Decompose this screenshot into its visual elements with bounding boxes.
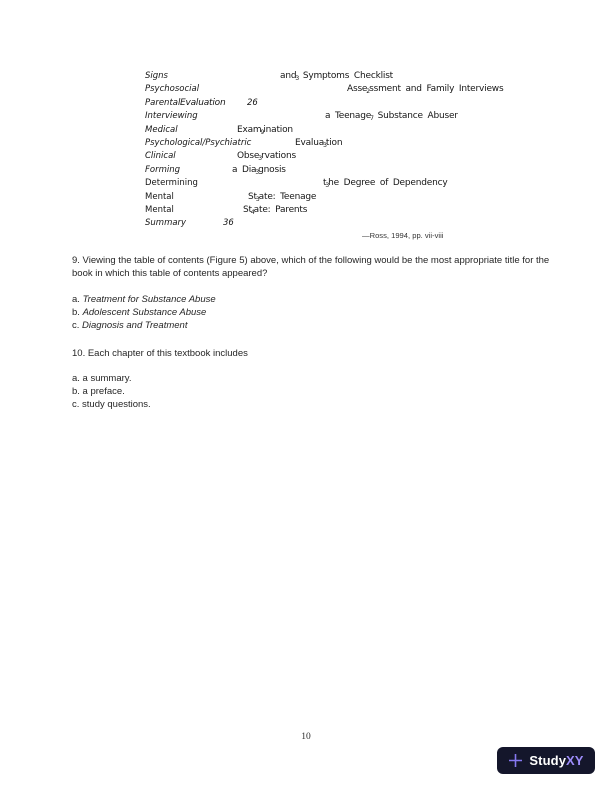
- brand-xy-text: XY: [566, 753, 584, 768]
- toc-row-label: Summary: [145, 218, 187, 229]
- toc-overlapping-page-digit: 3: [323, 141, 327, 149]
- toc-row-title-text: [347, 84, 503, 95]
- toc-row: [145, 218, 565, 231]
- toc-row: [145, 125, 565, 138]
- toc-title-fragment: Asse: [347, 84, 368, 95]
- answer-option: b. a preface.: [72, 386, 125, 397]
- toc-row-title-text: [323, 178, 447, 189]
- toc-row: [145, 98, 565, 111]
- toc-row-title-text: [248, 192, 316, 203]
- toc-row: [145, 205, 565, 218]
- toc-title-fragment: ate: Parents: [253, 204, 308, 215]
- toc-title-fragment: rvations: [261, 151, 296, 162]
- toc-page-number: 26: [247, 97, 258, 108]
- toc-overlapping-page-digit: 7: [370, 115, 374, 123]
- answer-option: [72, 306, 216, 319]
- question-10-text: 10. Each chapter of this textbook includes: [72, 348, 248, 359]
- toc-row-label: Mental: [145, 204, 174, 215]
- toc-row-title-text: [237, 151, 296, 162]
- toc-row-label: Determining: [145, 178, 198, 189]
- toc-row: [145, 165, 565, 178]
- toc-row: [145, 178, 565, 191]
- toc-row-title-text: [232, 165, 286, 176]
- toc-title-fragment: Symptoms Checklist: [298, 71, 394, 81]
- toc-title-fragment: ination: [263, 124, 293, 135]
- plus-icon: [508, 753, 523, 768]
- toc-row-label: Mental: [145, 191, 174, 202]
- toc-row: [145, 111, 565, 124]
- toc-overlapping-page-digit: 3: [258, 155, 263, 163]
- toc-row-title-text: [325, 111, 458, 122]
- toc-title-fragment: Evaluation: [180, 97, 226, 108]
- toc-title-fragment: ssment and Family Interviews: [369, 84, 504, 95]
- toc-title-fragment: Evalua: [295, 137, 325, 148]
- toc-title-fragment: and: [280, 71, 297, 81]
- toc-row-label: Forming: [145, 164, 181, 175]
- answer-option: c. study questions.: [72, 399, 151, 410]
- toc-row-title-text: [243, 205, 307, 216]
- toc-overlapping-page-digit: 4: [250, 208, 255, 216]
- toc-overlapping-page-digit: 3: [255, 168, 260, 176]
- toc-row-label: Psychological/Psychiatric: [145, 137, 252, 148]
- option-book-title: Diagnosis and Treatment: [82, 320, 188, 331]
- toc-title-fragment: a Dia: [232, 164, 257, 175]
- toc-title-fragment: t: [323, 178, 327, 189]
- question-10-options: [72, 372, 151, 411]
- toc-title-fragment: Exam: [237, 124, 262, 135]
- question-9-text: 9. Viewing the table of contents (Figure 5) above, which of the following would be the most appropriate title for the book in which this table of contents appeared?: [72, 255, 550, 280]
- studyxy-logo-badge[interactable]: [497, 747, 595, 774]
- toc-overlapping-page-digit: 9: [260, 128, 265, 136]
- toc-row: [145, 151, 565, 164]
- toc-row-label: Clinical: [145, 151, 176, 162]
- toc-title-fragment: St: [248, 191, 257, 202]
- toc-row: [145, 71, 565, 84]
- toc-row: [145, 138, 565, 151]
- toc-row-title-text: [237, 125, 293, 136]
- toc-title-fragment: ate: Teenage: [258, 191, 317, 202]
- toc-row-label: Signs: [145, 71, 168, 81]
- option-letter: b.: [72, 307, 83, 318]
- question-9-options: [72, 293, 216, 332]
- toc-row-label: Interviewing: [145, 111, 198, 122]
- toc-row-label: Psychosocial: [145, 84, 200, 95]
- toc-overlapping-page-digit: 2: [366, 88, 371, 96]
- option-letter: c.: [72, 320, 83, 331]
- toc-title-fragment: gnosis: [258, 164, 286, 175]
- toc-attribution: —Ross, 1994, pp. vii-viii: [362, 231, 444, 240]
- toc-row-label: Medical: [145, 124, 178, 135]
- answer-option: [72, 293, 216, 306]
- toc-overlapping-page-digit: 3: [255, 195, 260, 203]
- toc-title-fragment: St: [243, 204, 252, 215]
- page-number: 10: [301, 732, 311, 742]
- toc-page-number: 36: [223, 218, 234, 229]
- toc-title-fragment: he Degree of Dependency: [328, 178, 448, 189]
- option-book-title: Treatment for Substance Abuse: [82, 294, 216, 305]
- brand-study-text: Study: [529, 753, 567, 768]
- toc-row: [145, 84, 565, 97]
- table-of-contents-figure: [145, 71, 565, 232]
- option-letter: a.: [72, 294, 83, 305]
- toc-title-fragment: tion: [325, 137, 343, 148]
- toc-row: [145, 192, 565, 205]
- toc-overlapping-page-digit: 3: [325, 182, 330, 190]
- toc-row-label: Parental: [145, 97, 181, 108]
- toc-row-title-text: [280, 71, 393, 82]
- option-book-title: Adolescent Substance Abuse: [82, 307, 207, 318]
- toc-overlapping-page-digit: 3: [295, 75, 300, 82]
- answer-option: a. a summary.: [72, 373, 132, 384]
- toc-title-fragment: Obse: [237, 151, 260, 162]
- toc-title-fragment: a Teenage: [325, 111, 372, 122]
- toc-title-fragment: Substance Abuser: [372, 111, 458, 122]
- toc-row-title-text: [295, 138, 342, 149]
- toc-row-title-text: [180, 98, 226, 108]
- answer-option: [72, 319, 216, 332]
- brand-wordmark: [529, 754, 583, 767]
